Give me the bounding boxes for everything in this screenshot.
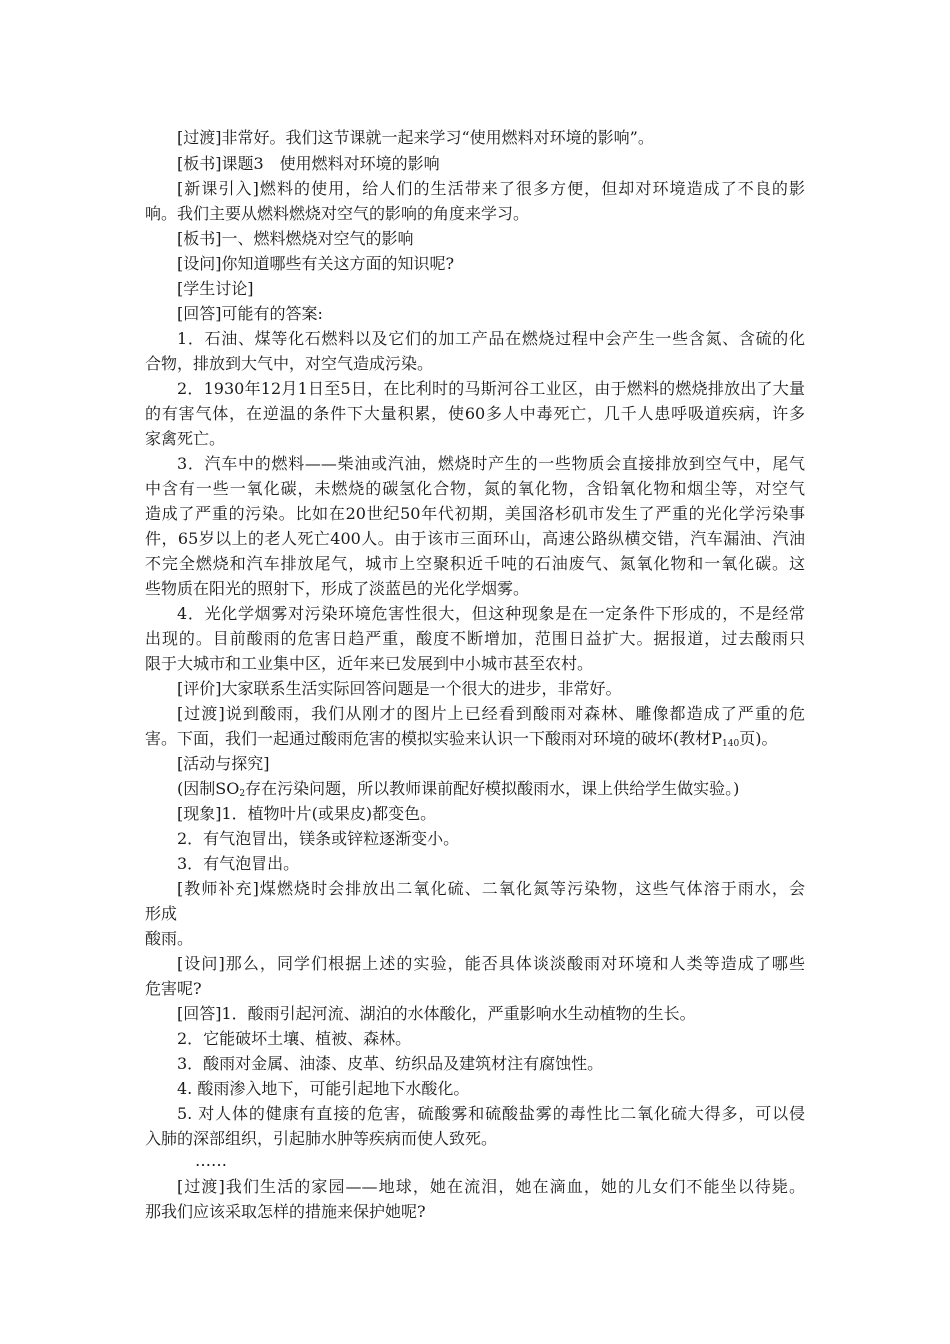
text-line: 造成了严重的污染。比如在20世纪50年代初期，美国洛杉矶市发生了严重的光化学污染事 bbox=[145, 504, 805, 523]
text-line: 些物质在阳光的照射下，形成了淡蓝邑的光化学烟雾。 bbox=[145, 579, 530, 598]
text-line: [设问]你知道哪些有关这方面的知识呢? bbox=[177, 254, 455, 273]
text-line: 响。我们主要从燃料燃烧对空气的影响的角度来学习。 bbox=[145, 204, 530, 223]
text-line: 入肺的深部组织，引起肺水肿等疾病而使人致死。 bbox=[145, 1129, 498, 1148]
text-line: 3．有气泡冒出。 bbox=[177, 854, 300, 873]
text-line: 5. 对人体的健康有直接的危害，硫酸雾和硫酸盐雾的毒性比二氧化硫大得多，可以侵 bbox=[177, 1104, 805, 1123]
text-line: 出现的。目前酸雨的危害日趋严重，酸度不断增加，范围日益扩大。据报道，过去酸雨只 bbox=[145, 629, 805, 648]
text-line: 2．1930年12月1日至5日，在比利时的马斯河谷工业区，由于燃料的燃烧排放出了大量 bbox=[177, 379, 805, 398]
text-line: [新课引入]燃料的使用，给人们的生活带来了很多方便，但却对环境造成了不良的影 bbox=[177, 179, 805, 198]
subscript: 140 bbox=[722, 739, 740, 749]
text-line: 的有害气体，在逆温的条件下大量积累，使60多人中毒死亡，几千人患呼吸道疾病，许多 bbox=[145, 404, 805, 423]
text-line: [回答]可能有的答案: bbox=[177, 304, 323, 323]
text-line: [学生讨论] bbox=[177, 279, 254, 298]
text-line: 4．光化学烟雾对污染环境危害性很大，但这种现象是在一定条件下形成的，不是经常 bbox=[177, 604, 805, 623]
text-line: 2．有气泡冒出，镁条或锌粒逐渐变小。 bbox=[177, 829, 460, 848]
text-line: [过渡]说到酸雨，我们从刚才的图片上已经看到酸雨对森林、雕像都造成了严重的危 bbox=[177, 704, 805, 723]
text-line: 危害呢? bbox=[145, 979, 202, 998]
text-line: [回答]1．酸雨引起河流、湖泊的水体酸化，严重影响水生动植物的生长。 bbox=[177, 1004, 696, 1023]
text-line: [板书]一、燃料燃烧对空气的影响 bbox=[177, 229, 414, 248]
text-line: 3．酸雨对金属、油漆、皮革、纺织品及建筑材注有腐蚀性。 bbox=[177, 1054, 604, 1073]
text-line: 害。下面，我们一起通过酸雨危害的模拟实验来认识一下酸雨对环境的破坏(教材$P_{140}$页)。 bbox=[145, 729, 778, 749]
text-line: [现象]1．植物叶片(或果皮)都变色。 bbox=[177, 804, 437, 823]
text-line: 中含有一些一氧化碳，未燃烧的碳氢化合物，氮的氧化物，含铅氧化物和烟尘等，对空气 bbox=[145, 479, 805, 498]
text-line: 不完全燃烧和汽车排放尾气，城市上空聚积近千吨的石油废气、氮氧化物和一氧化碳。这 bbox=[145, 554, 805, 573]
text-line: 3．汽车中的燃料——柴油或汽油，燃烧时产生的一些物质会直接排放到空气中，尾气 bbox=[177, 454, 805, 473]
ellipsis: …… bbox=[195, 1151, 227, 1170]
text-line: [评价]大家联系生活实际回答问题是一个很大的进步，非常好。 bbox=[177, 679, 622, 698]
text-line: [过渡]我们生活的家园——地球，她在流泪，她在滴血，她的儿女们不能坐以待毙。 bbox=[177, 1177, 805, 1196]
text-line: 限于大城市和工业集中区，近年来已发展到中小城市甚至农村。 bbox=[145, 654, 594, 673]
text-line: [板书]课题3 使用燃料对环境的影响 bbox=[177, 154, 440, 173]
text-line: [设问]那么，同学们根据上述的实验，能否具体谈淡酸雨对环境和人类等造成了哪些 bbox=[177, 954, 805, 973]
text-line: [过渡]非常好。我们这节课就一起来学习“使用燃料对环境的影响”。 bbox=[177, 128, 654, 147]
text-line: (因制$SO_2$存在污染问题，所以教师课前配好模拟酸雨水，课上供给学生做实验。) bbox=[177, 779, 740, 799]
subscript: 2 bbox=[239, 789, 246, 799]
text-line: 4. 酸雨渗入地下，可能引起地下水酸化。 bbox=[177, 1079, 470, 1098]
text-line: 1．石油、煤等化石燃料以及它们的加工产品在燃烧过程中会产生一些含氮、含硫的化 bbox=[177, 329, 805, 348]
text-line: 那我们应该采取怎样的措施来保护她呢? bbox=[145, 1202, 426, 1221]
text-line: 形成 bbox=[145, 904, 178, 923]
text-line: 件，65岁以上的老人死亡400人。由于该市三面环山，高速公路纵横交错，汽车漏油、汽油 bbox=[145, 529, 805, 548]
text-line: [活动与探究] bbox=[177, 754, 270, 773]
text-line: [教师补充]煤燃烧时会排放出二氧化硫、二氧化氮等污染物，这些气体溶于雨水，会 bbox=[177, 879, 805, 898]
text-line: 合物，排放到大气中，对空气造成污染。 bbox=[145, 354, 434, 373]
text-line: 2．它能破坏土壤、植被、森林。 bbox=[177, 1029, 412, 1048]
text-line: 酸雨。 bbox=[145, 929, 194, 948]
text-line: 家禽死亡。 bbox=[145, 429, 226, 448]
